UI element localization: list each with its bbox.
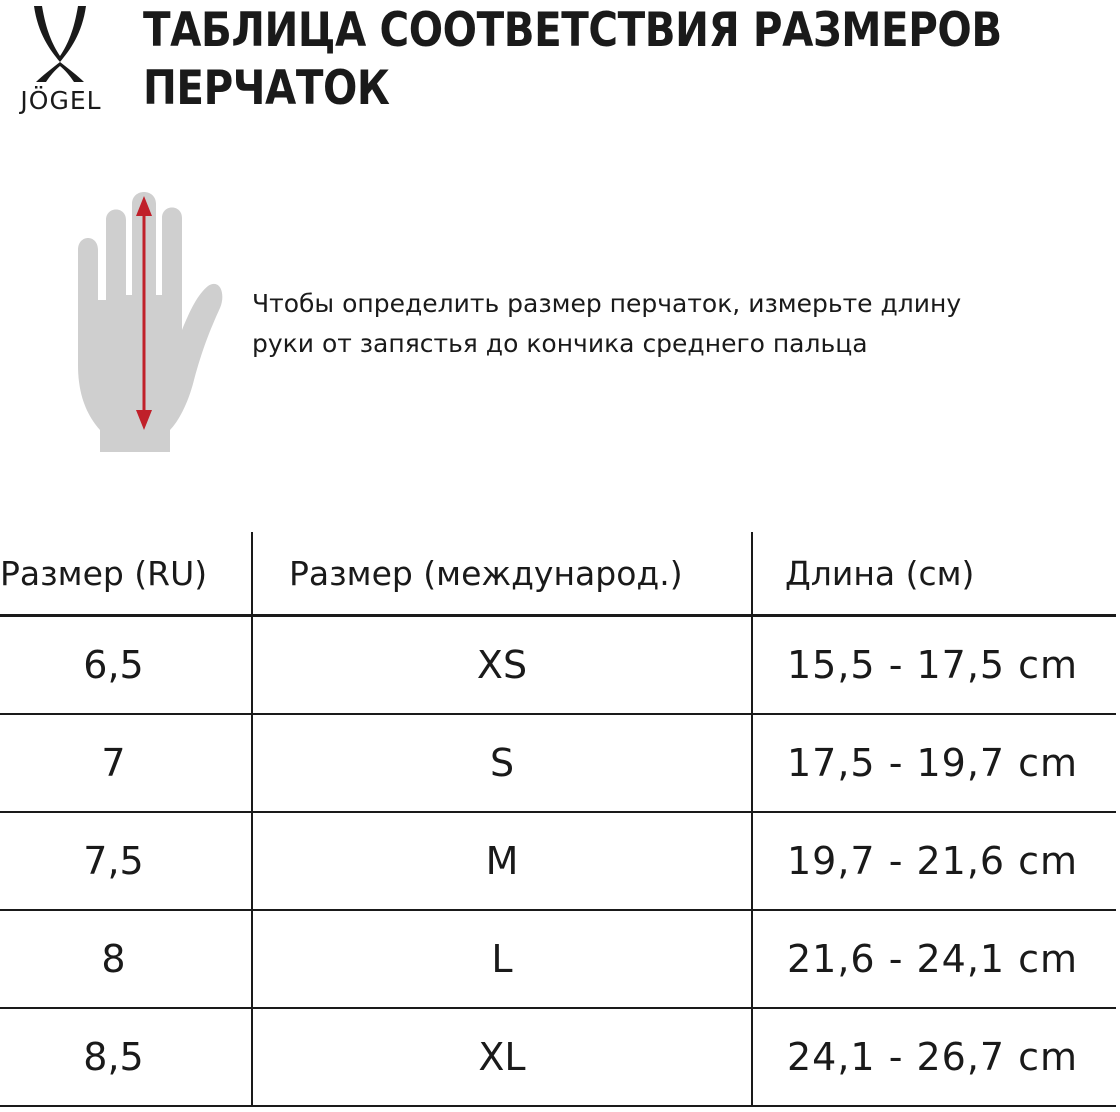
page-title xyxy=(143,2,1002,118)
cell-size-ru: 8,5 xyxy=(0,1008,252,1106)
table-row xyxy=(0,812,1116,910)
table-row xyxy=(0,910,1116,1008)
instruction-line-2: руки от запястья до кончика среднего пальца xyxy=(252,329,868,358)
cell-size-ru: 8 xyxy=(0,910,252,1008)
title-line-2: ПЕРЧАТОК xyxy=(143,61,390,116)
brand-logo xyxy=(0,0,130,130)
header-size-intl: Размер (международ.) xyxy=(252,532,752,616)
cell-size-ru: 7 xyxy=(0,714,252,812)
table-row xyxy=(0,1008,1116,1106)
size-table xyxy=(0,532,1116,1107)
cell-size-intl: L xyxy=(252,910,752,1008)
table-row xyxy=(0,616,1116,715)
hand-measure-illustration xyxy=(70,190,230,464)
cell-length: 15,5 - 17,5 cm xyxy=(752,616,1116,715)
header-length: Длина (см) xyxy=(752,532,1116,616)
title-line-1: ТАБЛИЦА СООТВЕТСТВИЯ РАЗМЕРОВ xyxy=(143,3,1002,58)
cell-size-intl: S xyxy=(252,714,752,812)
table-row xyxy=(0,714,1116,812)
cell-size-intl: M xyxy=(252,812,752,910)
cell-size-ru: 6,5 xyxy=(0,616,252,715)
cell-size-intl: XL xyxy=(252,1008,752,1106)
table-header-row xyxy=(0,532,1116,616)
cell-length: 21,6 - 24,1 cm xyxy=(752,910,1116,1008)
jogel-x-logo-icon xyxy=(28,4,92,82)
cell-length: 19,7 - 21,6 cm xyxy=(752,812,1116,910)
cell-length: 24,1 - 26,7 cm xyxy=(752,1008,1116,1106)
cell-size-intl: XS xyxy=(252,616,752,715)
header-size-ru: Размер (RU) xyxy=(0,553,208,593)
hand-measure-icon xyxy=(70,190,230,460)
instruction-text xyxy=(252,284,1112,364)
instruction-line-1: Чтобы определить размер перчаток, измерьте длину xyxy=(252,289,962,318)
cell-length: 17,5 - 19,7 cm xyxy=(752,714,1116,812)
brand-name: JÖGEL xyxy=(20,86,102,115)
cell-size-ru: 7,5 xyxy=(0,812,252,910)
